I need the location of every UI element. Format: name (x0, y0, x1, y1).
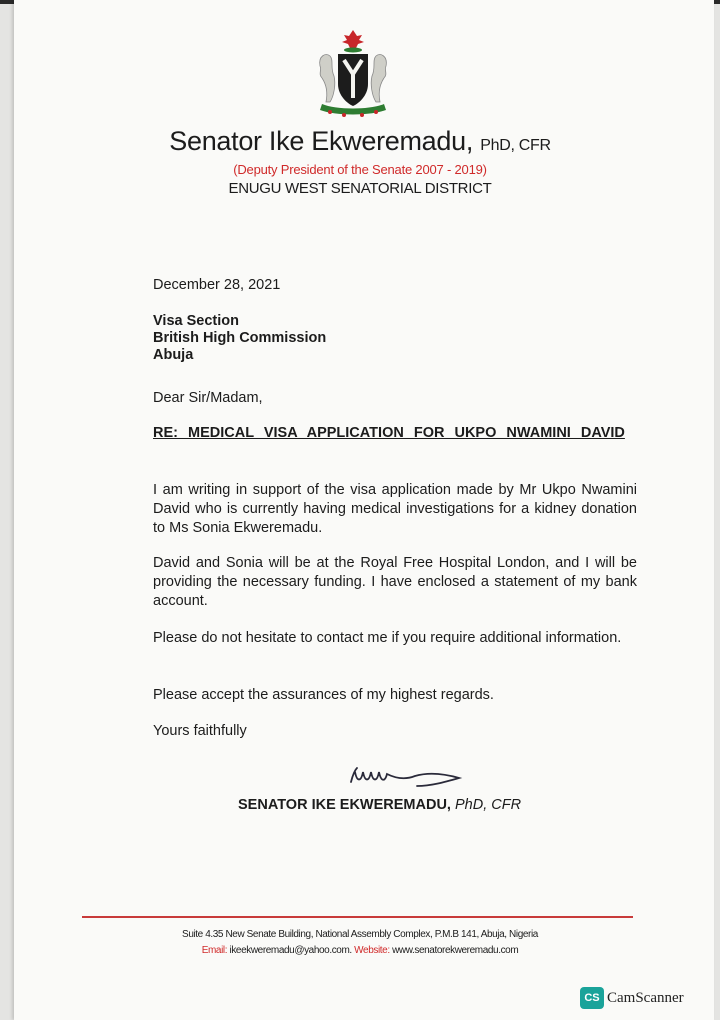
footer-divider (82, 916, 633, 918)
paragraph-3: Please do not hesitate to contact me if you require additional information. (153, 630, 622, 646)
handwritten-signature (345, 760, 465, 790)
camscanner-text: CamScanner (607, 989, 684, 1006)
website-label: Website: (354, 945, 390, 956)
letterhead-former-title: (Deputy President of the Senate 2007 - 2019) (233, 162, 487, 177)
paragraph-1: I am writing in support of the visa application made by Mr Ukpo Nwamini David who is currently having medical investigations for a kidney donation to Ms Sonia Ekweremadu. (153, 482, 637, 536)
recipient-line-2: British High Commission (153, 330, 327, 346)
signer-credentials: PhD, CFR (454, 797, 522, 813)
footer-contact (0, 945, 720, 956)
letter-subject: RE: MEDICAL VISA APPLICATION FOR UKPO NWAMINI DAVID (153, 425, 625, 441)
website-link[interactable]: www.senatorekweremadu.com (392, 945, 519, 956)
letter-date: December 28, 2021 (153, 277, 281, 293)
paragraph-2: David and Sonia will be at the Royal Free Hospital London, and I will be providing the necessary funding. I have enclosed a statement of my bank account. (153, 555, 637, 609)
camscanner-watermark (580, 986, 684, 1010)
email-link[interactable]: ikeekweremadu@yahoo.com. (229, 945, 352, 956)
coat-of-arms-icon (300, 26, 406, 122)
letterhead-district: ENUGU WEST SENATORIAL DISTRICT (228, 180, 492, 197)
signer-block (238, 797, 521, 813)
recipient-line-3: Abuja (153, 347, 194, 363)
letterhead-name-text: Senator Ike Ekweremadu, (169, 126, 474, 156)
recipient-line-1: Visa Section (153, 313, 239, 329)
letterhead-name-suffix: PhD, CFR (480, 137, 551, 154)
footer-address: Suite 4.35 New Senate Building, National Assembly Complex, P.M.B 141, Abuja, Nigeria (182, 929, 538, 940)
recipient-address (153, 313, 637, 364)
camscanner-logo-icon: CS (580, 987, 604, 1009)
signer-name: SENATOR IKE EKWEREMADU, (238, 797, 451, 813)
email-label: Email: (201, 945, 228, 956)
paragraph-4: Please accept the assurances of my highest regards. (153, 687, 494, 703)
letterhead-name (0, 126, 720, 157)
closing: Yours faithfully (153, 723, 247, 739)
salutation: Dear Sir/Madam, (153, 390, 263, 406)
